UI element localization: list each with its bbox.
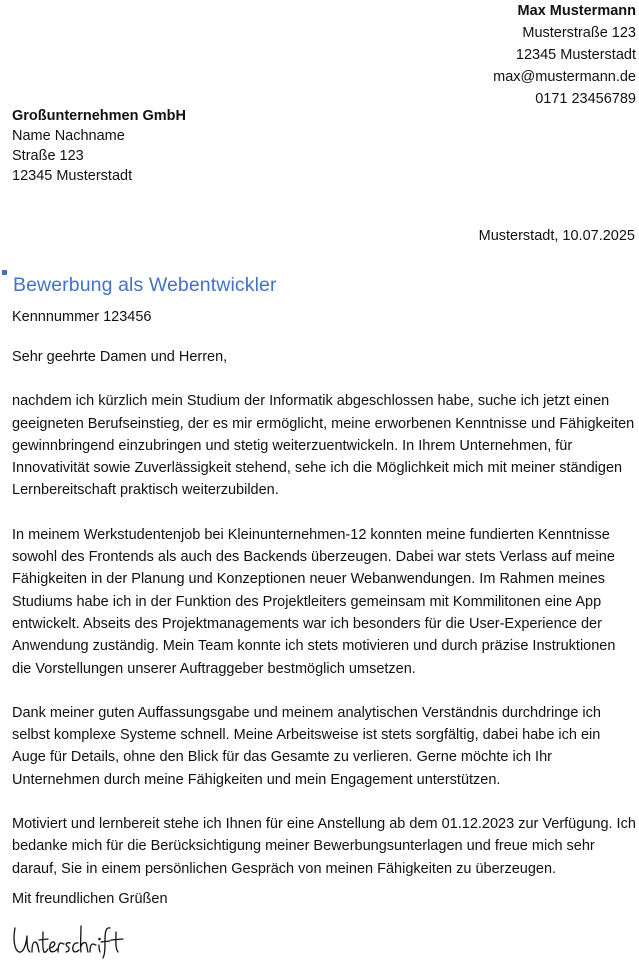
recipient-company: Großunternehmen GmbH xyxy=(12,108,187,124)
subject-marker xyxy=(2,270,7,275)
letter-subject: Bewerbung als Webentwickler xyxy=(13,274,277,296)
salutation: Sehr geehrte Damen und Herren, xyxy=(12,349,228,365)
closing-phrase: Mit freundlichen Grüßen xyxy=(12,891,168,907)
sender-street: Musterstraße 123 xyxy=(522,25,636,41)
sender-name: Max Mustermann xyxy=(517,3,636,19)
handwritten-signature xyxy=(10,918,125,960)
recipient-block xyxy=(12,106,186,186)
sender-block xyxy=(493,0,636,110)
paragraph-experience: In meinem Werkstudentenjob bei Kleinunternehmen-12 konnten meine fundierten Kenntnisse sowohl des Frontends als auch des Backends überzeugen. Dabei war stets Verlass auf meine Fähigkeiten in der Planung und Konzeptionen neuer Webanwendungen. Im Rahmen meines Studiums habe ich in der Funktion des Projektleiters gemeinsam mit Kommilitonen eine App entwickelt. Abseits des Projektmanagements war ich besonders für die User-Experience der Anwendung zuständig. Mein Team konnte ich stets motivieren und durch präzise Instruktionen die Vorstellungen unserer Auftraggeber bestmöglich umsetzen. xyxy=(12,526,616,677)
letter-body xyxy=(12,346,636,902)
sender-city: 12345 Musterstadt xyxy=(515,47,636,63)
paragraph-intro: nachdem ich kürzlich mein Studium der Informatik abgeschlossen habe, suche ich jetzt einen geeigneten Berufseinstieg, der es mir ermöglicht, meine erworbenen Kenntnisse und Fähigkeiten gewinnbringend einzubringen und stetig weiterzuentwickeln. In Ihrem Unternehmen, für Innovativität sowie Zuverlässigkeit stehend, sehe ich die Möglichkeit mich mit meiner ständigen Lernbereitschaft praktisch weiterzubilden. xyxy=(12,393,635,499)
recipient-contact: Name Nachname xyxy=(12,128,125,144)
recipient-street: Straße 123 xyxy=(12,148,84,164)
paragraph-availability: Motiviert und lernbereit stehe ich Ihnen für eine Anstellung ab dem 01.12.2023 zur Verfügung. Ich bedanke mich für die Berücksichtigung meiner Bewerbungsunterlagen und freue mich sehr darauf, Sie in einem persönlichen Gespräch von meinen Fähigkeiten zu überzeugen. xyxy=(12,816,636,877)
letter-date: Musterstadt, 10.07.2025 xyxy=(478,228,635,244)
reference-number: Kennnummer 123456 xyxy=(12,309,152,325)
recipient-city: 12345 Musterstadt xyxy=(12,168,133,184)
sender-phone: 0171 23456789 xyxy=(535,91,636,107)
paragraph-skills: Dank meiner guten Auffassungsgabe und meinem analytischen Verständnis durchdringe ich selbst komplexe Systeme schnell. Meine Arbeitsweise ist stets sorgfältig, dabei habe ich ein Auge für Details, ohne den Blick für das Gesamte zu verlieren. Gerne möchte ich Ihr Unternehmen durch meine Fähigkeiten und mein Engagement unterstützen. xyxy=(12,704,601,788)
sender-email: max@mustermann.de xyxy=(493,69,636,85)
